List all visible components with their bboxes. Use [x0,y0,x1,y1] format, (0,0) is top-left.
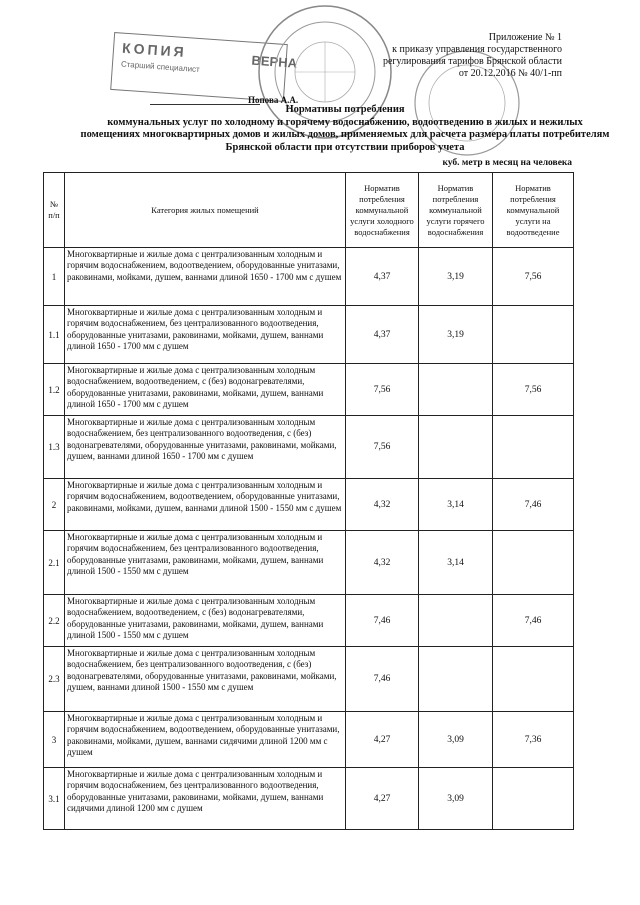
row-number: 1.2 [44,364,65,416]
row-number: 2.1 [44,531,65,595]
row-category: Многоквартирные и жилые дома с централизованным холодным и горячим водоснабжением, без централизованного водоотведения, оборудованные унитазами, раковинами, мойками, душем, ваннами длиной 1650 - 1700 мм с душем [65,306,346,364]
row-cold-water-norm: 4,32 [346,479,419,531]
row-drainage-norm [493,531,574,595]
table-row [44,768,574,830]
signer-name: Попова А.А. [248,95,299,105]
header-hot: Норматив потребления коммунальной услуги горячего водоснабжения [419,173,493,248]
appendix-number: Приложение № 1 [488,32,562,43]
copy-stamp-title: КОПИЯ [121,39,188,61]
row-number: 3 [44,712,65,768]
row-drainage-norm: 7,46 [493,595,574,647]
row-hot-water-norm [419,647,493,712]
table-row [44,248,574,306]
row-category: Многоквартирные и жилые дома с централизованным холодным водоснабжением, без централизованного водоотведения, с (без) водонагревателями, оборудованные унитазами, раковинами, мойками, душем, ваннами длиной 1500 - 1550 мм с душем [65,647,346,712]
header-drain: Норматив потребления коммунальной услуги на водоотведение [493,173,574,248]
row-hot-water-norm [419,416,493,479]
row-hot-water-norm: 3,09 [419,712,493,768]
appendix-agency-line: регулирования тарифов Брянской области [382,56,562,67]
row-hot-water-norm: 3,09 [419,768,493,830]
row-hot-water-norm: 3,19 [419,306,493,364]
appendix-block [383,32,562,80]
table-row [44,306,574,364]
unit-label: куб. метр в месяц на человека [442,158,572,168]
row-category: Многоквартирные и жилые дома с централизованным холодным и горячим водоснабжением, без централизованного водоотведения, оборудованные унитазами, раковинами, мойками, душем, ваннами сидячими длиной 1200 мм с душем [65,768,346,830]
row-drainage-norm [493,647,574,712]
table-row [44,364,574,416]
row-category: Многоквартирные и жилые дома с централизованным холодным и горячим водоснабжением, водоотведением, оборудованные унитазами, раковинами, мойками, душем, ваннами длиной 1500 - 1550 мм с душем [65,479,346,531]
copy-stamp-word: ВЕРНА [251,52,298,71]
row-drainage-norm [493,306,574,364]
row-cold-water-norm: 7,56 [346,416,419,479]
row-hot-water-norm: 3,14 [419,531,493,595]
row-drainage-norm [493,768,574,830]
table-row [44,712,574,768]
row-cold-water-norm: 4,27 [346,768,419,830]
row-cold-water-norm: 4,37 [346,306,419,364]
title-line-4: Брянской области при отсутствии приборов учета [225,141,465,153]
row-number: 1.3 [44,416,65,479]
header-num: № п/п [44,173,65,248]
row-drainage-norm: 7,36 [493,712,574,768]
table-row [44,416,574,479]
row-number: 2 [44,479,65,531]
row-hot-water-norm: 3,19 [419,248,493,306]
row-category: Многоквартирные и жилые дома с централизованным холодным водоснабжением, водоотведением, с (без) водонагревателями, оборудованные унитазами, раковинами, мойками, душем, ваннами длиной 1650 - 1700 мм с душем [65,364,346,416]
row-hot-water-norm: 3,14 [419,479,493,531]
title-line-1: Нормативы потребления [285,104,405,115]
row-drainage-norm [493,416,574,479]
table-row [44,647,574,712]
row-cold-water-norm: 4,27 [346,712,419,768]
norms-table [43,172,574,830]
header-cold: Норматив потребления коммунальной услуги холодного водоснабжения [346,173,419,248]
table-row [44,531,574,595]
row-drainage-norm: 7,56 [493,364,574,416]
row-drainage-norm: 7,46 [493,479,574,531]
row-number: 2.3 [44,647,65,712]
appendix-order-line: к приказу управления государственного [392,44,562,55]
appendix-date-line: от 20.12.2016 № 40/1-пп [458,68,562,79]
title-line-2: коммунальных услуг по холодному и горячему водоснабжению, водоотведению в жилых и нежилых [107,116,583,128]
row-number: 1 [44,248,65,306]
row-cold-water-norm: 7,46 [346,595,419,647]
row-number: 3.1 [44,768,65,830]
row-number: 2.2 [44,595,65,647]
header-category: Категория жилых помещений [65,173,346,248]
row-category: Многоквартирные и жилые дома с централизованным холодным и горячим водоснабжением, водоотведением, оборудованные унитазами, раковинами, мойками, душем, ваннами сидячими длиной 1200 мм с душем [65,712,346,768]
row-drainage-norm: 7,56 [493,248,574,306]
row-cold-water-norm: 4,32 [346,531,419,595]
row-number: 1.1 [44,306,65,364]
row-category: Многоквартирные и жилые дома с централизованным холодным водоснабжением, без централизованного водоотведения, с (без) водонагревателями, оборудованные унитазами, раковинами, мойками, душем, ваннами длиной 1650 - 1700 мм с душем [65,416,346,479]
table-header-row [44,173,574,248]
table-body [44,248,574,830]
row-hot-water-norm [419,595,493,647]
table-row [44,595,574,647]
table-row [44,479,574,531]
copy-stamp-position: Старший специалист [120,59,201,75]
row-cold-water-norm: 7,56 [346,364,419,416]
row-hot-water-norm [419,364,493,416]
row-cold-water-norm: 4,37 [346,248,419,306]
row-category: Многоквартирные и жилые дома с централизованным холодным и горячим водоснабжением, без централизованного водоотведения, оборудованные унитазами, раковинами, мойками, душем, ваннами длиной 1500 - 1550 мм с душем [65,531,346,595]
row-category: Многоквартирные и жилые дома с централизованным холодным водоснабжением, водоотведением, с (без) водонагревателями, оборудованные унитазами, раковинами, мойками, душем, ваннами длиной 1500 - 1550 мм с душем [65,595,346,647]
title-line-3: помещениях многоквартирных домов и жилых домов, применяемых для расчета размера платы потребителям [80,129,610,140]
row-cold-water-norm: 7,46 [346,647,419,712]
row-category: Многоквартирные и жилые дома с централизованным холодным и горячим водоснабжением, водоотведением, оборудованные унитазами, раковинами, мойками, душем, ваннами длиной 1650 - 1700 мм с душем [65,248,346,306]
document-title [60,104,630,154]
